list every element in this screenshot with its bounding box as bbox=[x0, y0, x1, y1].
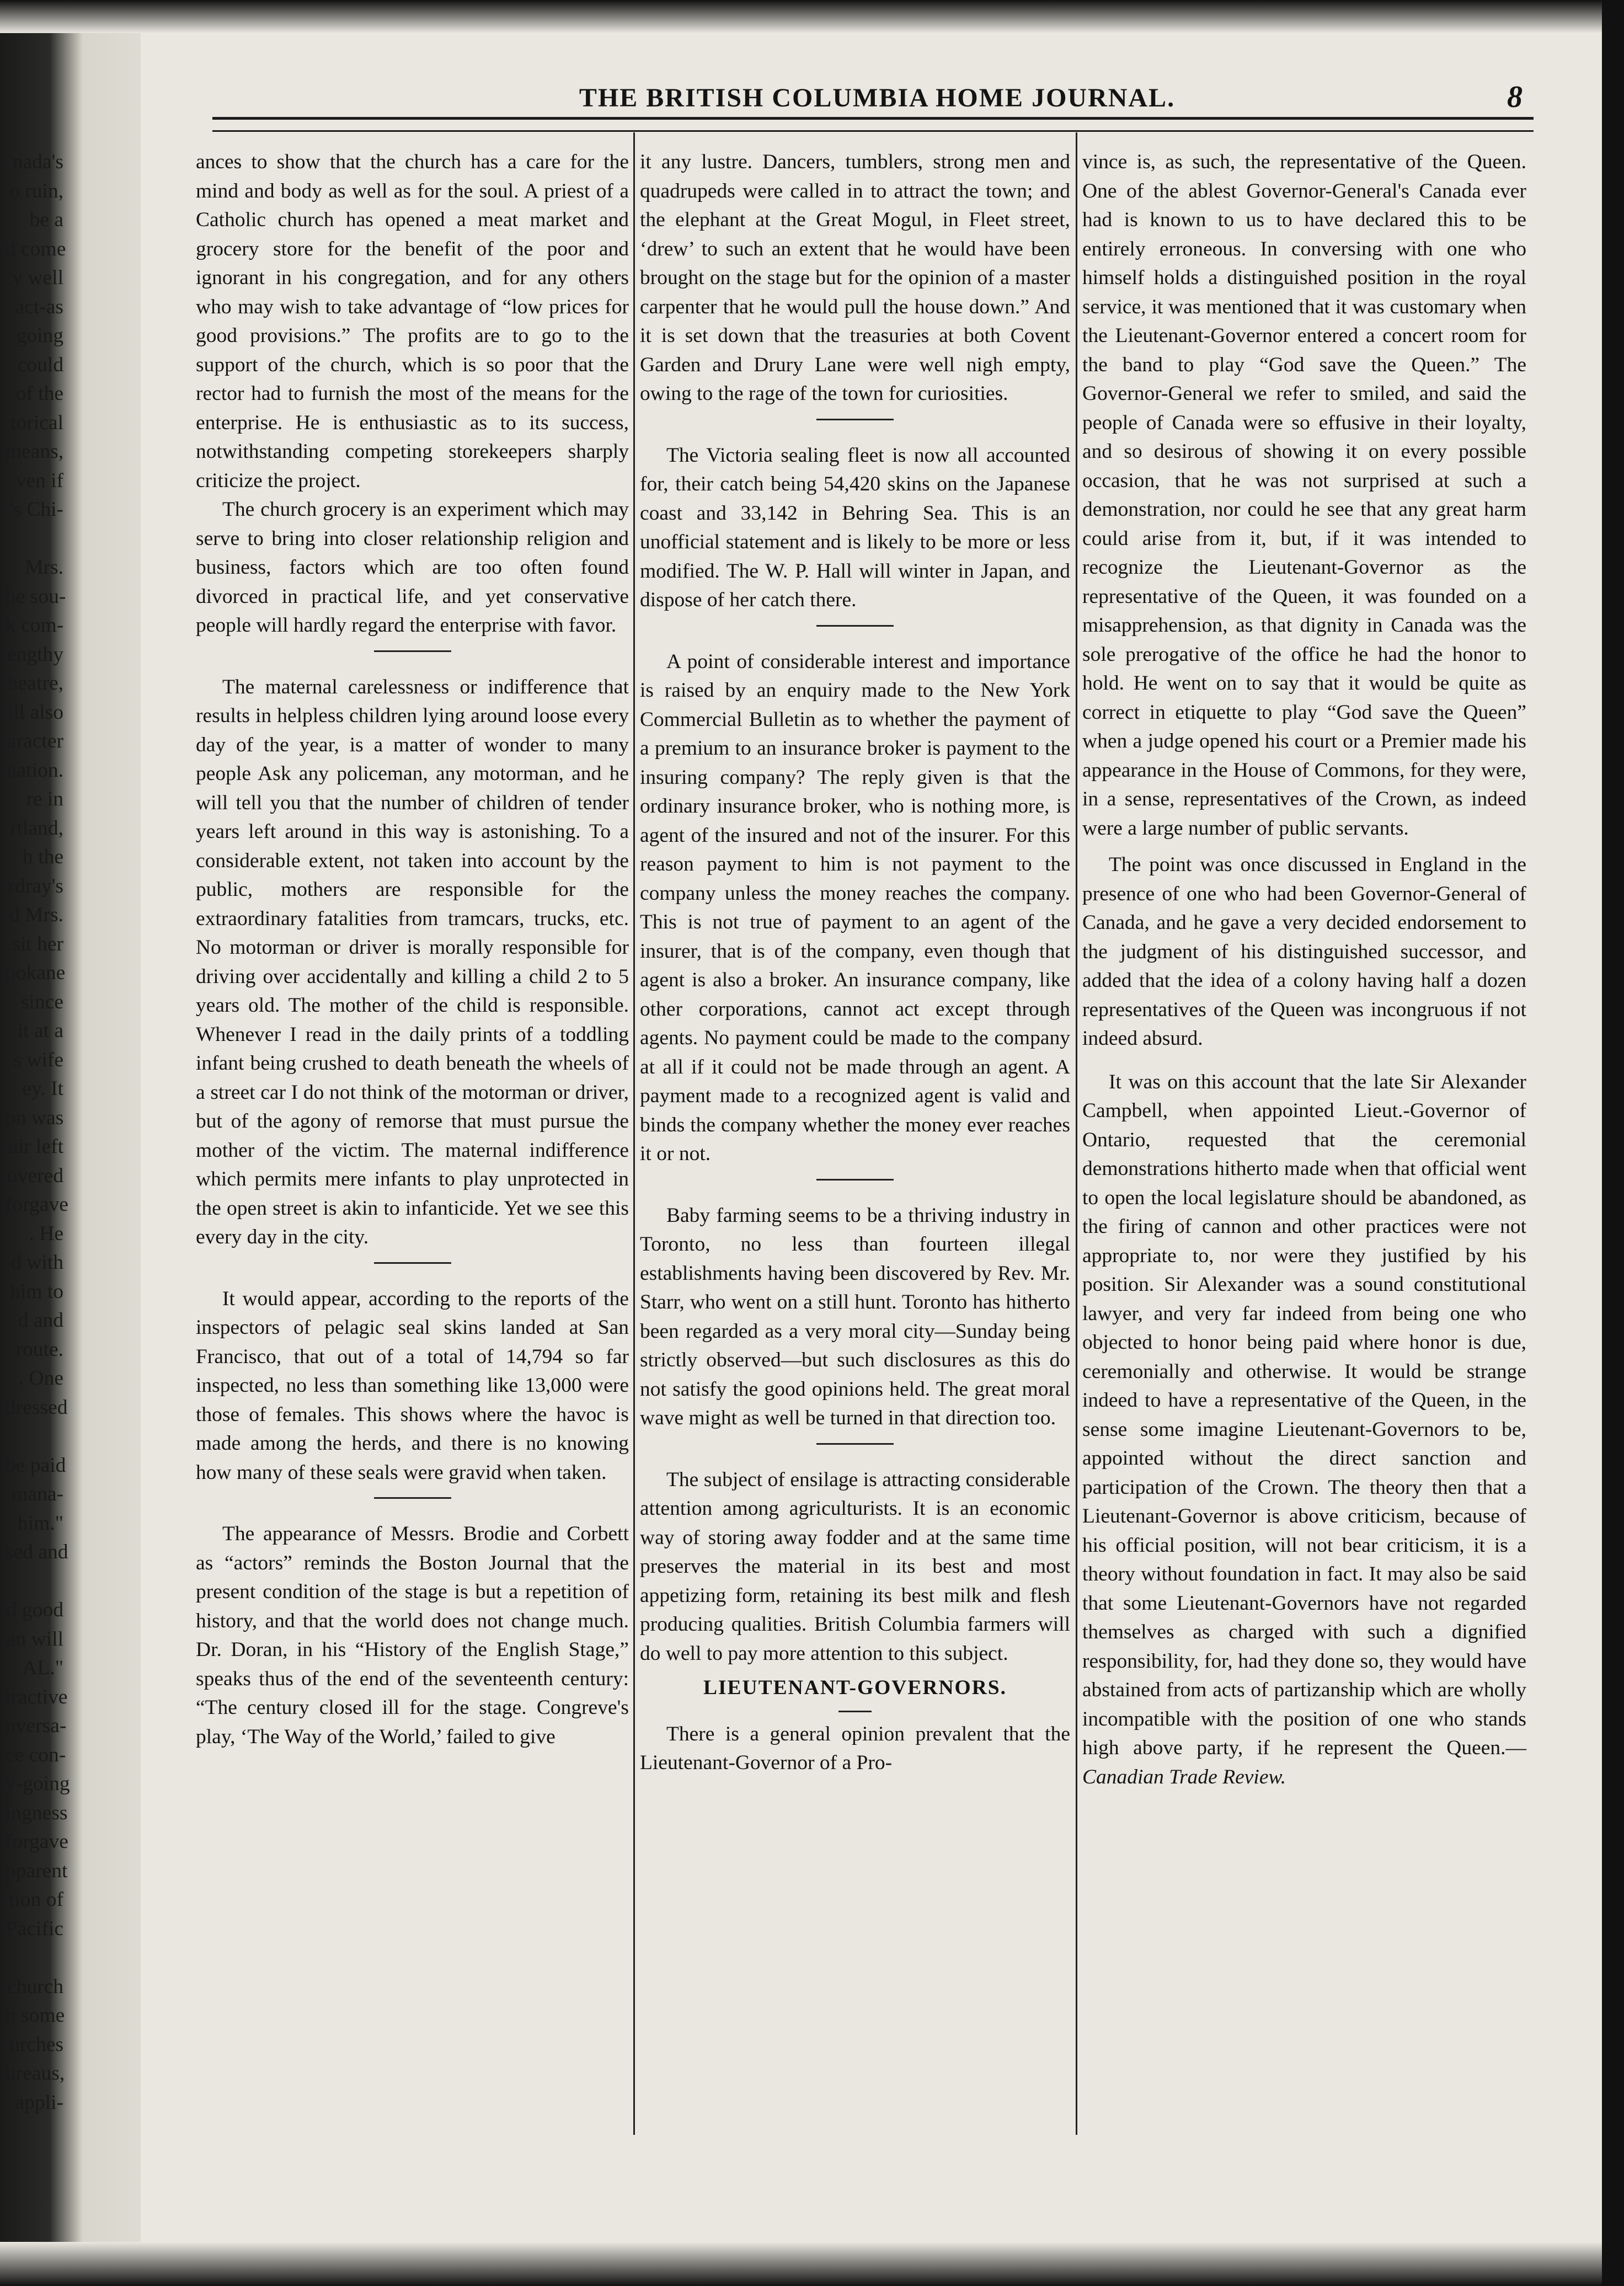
fragment-line: ey. It bbox=[22, 1077, 63, 1100]
article-paragraph bbox=[1082, 1068, 1526, 1792]
fragment-line: means, bbox=[6, 440, 64, 463]
fragment-line: church bbox=[7, 1975, 63, 1998]
column-1 bbox=[196, 148, 629, 1751]
fragment-line: y-going bbox=[6, 1772, 70, 1795]
fragment-line: him to bbox=[10, 1280, 63, 1303]
fragment-line: forgave bbox=[6, 1193, 68, 1216]
fragment-line: re in bbox=[26, 788, 63, 810]
article-paragraph: It would appear, according to the reports of the inspectors of pelagic seal skins landed at San Francisco, that out of a total of 14,794 so far inspected, no less than something like 13,000 were those of females. This shows where the havoc is made among the herds, and there is no knowing how many of these seals were gravid when taken. bbox=[196, 1287, 629, 1484]
adjacent-page-fragment bbox=[6, 148, 70, 2117]
fragment-line: it at a bbox=[17, 1019, 63, 1042]
fragment-line: sit her bbox=[12, 932, 63, 955]
fragment-line: could bbox=[17, 353, 63, 376]
section-separator bbox=[374, 1497, 451, 1499]
scan-bottom-edge bbox=[0, 2242, 1624, 2286]
fragment-line: . He bbox=[29, 1222, 63, 1245]
section-heading: LIEUTENANT-GOVERNORS. bbox=[703, 1676, 1007, 1699]
column-2 bbox=[640, 148, 1070, 1778]
article-paragraph: it any lustre. Dancers, tumblers, strong men and quadrupeds were called in to attract the town; and the elephant at the Great Mogul, in Fleet street, ‘drew’ to such an extent that he would have been brought on the stage but for the opinion of a master carpenter that he would pull the house down.” And it is set down that the treasuries at both Covent Garden and Drury Lane were well nigh empty, owing to the rage of the town for curiosities. bbox=[640, 151, 1070, 405]
fragment-gap bbox=[6, 1943, 63, 1973]
fragment-line: he sou- bbox=[6, 585, 66, 608]
article-paragraph: The point was once discussed in England in the presence of one who had been Governor-General of Canada, and he gave a very decided endorsement to the judgment of his distinguished successor, and added that the idea of a colony having half a dozen representatives of the Queen was incongruous if not indeed absurd. bbox=[1082, 853, 1526, 1050]
fragment-line: on was bbox=[6, 1106, 64, 1129]
fragment-line: ureaus, bbox=[6, 2062, 65, 2085]
fragment-line: d and bbox=[18, 1309, 63, 1332]
fragment-line: d Mrs. bbox=[9, 904, 63, 926]
fragment-line: going bbox=[16, 324, 63, 347]
fragment-line: rtland, bbox=[10, 816, 63, 840]
fragment-line: him." bbox=[17, 1511, 63, 1535]
fragment-line: n some bbox=[6, 2004, 65, 2027]
fragment-line: y well bbox=[12, 266, 63, 289]
fragment-line: o ruin, bbox=[9, 179, 63, 202]
fragment-line: forgave bbox=[6, 1830, 68, 1853]
column-divider bbox=[1076, 132, 1077, 2135]
fragment-line: route. bbox=[15, 1338, 63, 1361]
fragment-gap bbox=[6, 525, 63, 554]
fragment-line: Mrs. bbox=[25, 556, 63, 579]
fragment-line: overed bbox=[7, 1164, 63, 1187]
article-paragraph: The church grocery is an experiment which may serve to bring into closer relationship religion and business, factors which are too often found divorced in practical life, and yet conservative people will hardly regard the enterprise with favor. bbox=[196, 498, 629, 637]
fragment-line: pparent bbox=[6, 1859, 68, 1882]
fragment-line: nada's bbox=[12, 151, 63, 173]
article-paragraph: There is a general opinion prevalent that the Lieutenant-Governor of a Pro- bbox=[640, 1722, 1070, 1774]
fragment-line: an will bbox=[6, 1627, 63, 1651]
page-number: 8 bbox=[1507, 80, 1522, 114]
fragment-line: since bbox=[20, 990, 63, 1013]
article-paragraph: The subject of ensilage is attracting considerable attention among agriculturists. It is an economic way of storing away fodder and at the same time preserves the material in its best and most appetizing form, retaining its best milk and flesh producing qualities. British Columbia farmers will do well to pay more attention to this subject. bbox=[640, 1468, 1070, 1665]
fragment-line: ingness bbox=[6, 1801, 68, 1824]
article-paragraph: Baby farming seems to be a thriving industry in Toronto, no less than fourteen illegal establishments having been discovered by Rev. Mr. Starr, who went on a still hunt. Toronto has hitherto been regarded as a very moral city—Sunday being strictly observed—but such disclosures as this do not satisfy the good opinions held. The great moral wave might as well be turned in that direction too. bbox=[640, 1204, 1070, 1429]
fragment-line: be paid bbox=[6, 1454, 66, 1477]
fragment-line: aracter bbox=[7, 730, 63, 752]
fragment-gap bbox=[6, 1422, 63, 1451]
section-separator bbox=[816, 419, 894, 420]
fragment-line: ven if bbox=[15, 469, 63, 492]
fragment-line: d good bbox=[6, 1599, 63, 1621]
fragment-line: be a bbox=[29, 209, 63, 231]
fragment-line: . One bbox=[18, 1367, 63, 1390]
fragment-line: s wife bbox=[13, 1048, 63, 1071]
heading-rule bbox=[838, 1711, 872, 1712]
scan-right-edge bbox=[1602, 0, 1624, 2286]
fragment-line: ookane bbox=[6, 962, 66, 984]
section-separator bbox=[816, 625, 894, 627]
fragment-line: torical bbox=[10, 411, 63, 434]
article-paragraph: The maternal carelessness or indifference that results in helpless children lying around loose every day of the year, is a matter of wonder to many people Ask any policeman, any motorman, and he will tell you that the number of children of tender years left around in this way is astonishing. To a considerable extent, not taken into account by the public, mothers are responsible for the extraordinary fatalities from tramcars, trucks, etc. No motorman or driver is morally responsible for driving over accidentally and killing a child 2 to 5 years old. The mother of the child is responsible. Whenever I read in the daily prints of a toddling infant being crushed to death beneath the wheels of a street car I do not think of the motorman or driver, but of the agony of remorse that must pursue the mother of the victim. The maternal indifference which permits mere infants to play unprotected in the open street is akin to infanticide. Yet we see this every day in the city. bbox=[196, 675, 629, 1248]
fragment-line: act-as bbox=[15, 295, 63, 318]
masthead-title: THE BRITISH COLUMBIA HOME JOURNAL. bbox=[579, 83, 1176, 113]
fragment-line: tractive bbox=[6, 1685, 68, 1708]
fragment-line: d with bbox=[11, 1251, 63, 1274]
fragment-line: heatre, bbox=[8, 672, 63, 695]
fragment-line: d come bbox=[6, 237, 66, 260]
source-credit: Canadian Trade Review. bbox=[1082, 1765, 1286, 1788]
fragment-line: 's Chi- bbox=[9, 498, 63, 521]
header-rule bbox=[212, 117, 1534, 120]
article-paragraph: The appearance of Messrs. Brodie and Corbett as “actors” reminds the Boston Journal that the present condition of the stage is but a repetition of history, and that the world does not change much. Dr. Doran, in his “History of the English Stage,” speaks thus of the end of the seventeenth century: “The century closed ill for the stage. Congreve's play, ‘The Way of the World,’ failed to give bbox=[196, 1523, 629, 1748]
fragment-line: Pacific bbox=[6, 1917, 63, 1940]
fragment-line: tion of bbox=[9, 1888, 63, 1911]
article-text: It was on this account that the late Sir Alexander Campbell, when appointed Lieut.-Governor of Ontario, requested that the ceremonial demonstrations hitherto made when that official went to open the local legislature should be abandoned, as the firing of cannon and other practices were not appropriate to, nor were they justified by his position. Sir Alexander was a sound constitutional lawyer, and very far indeed from being one who objected to honor being paid where honor is due, ceremonially and otherwise. It would be strange indeed to have a representative of the Queen, in the sense some imagine Lieutenant-Governors to be, appointed without the direct sanction and participation of the Crown. The theory then that a Lieutenant-Governor is above criticism, because of his official position, will not bear criticism, it is a theory without foundation in fact. It may also be said that some Lieutenant-Governors have not regarded themselves as charged with such a dignified responsibility, for, had they done so, they would have abstained from acts of partizanship which are wholly incompatible with the position of one who stands high above party, if he represent the Queen.— bbox=[1082, 1070, 1526, 1759]
fragment-line: ill also bbox=[7, 701, 63, 724]
column-3 bbox=[1082, 148, 1526, 1792]
page-header bbox=[210, 80, 1545, 116]
section-separator bbox=[374, 650, 451, 652]
section-separator bbox=[816, 1179, 894, 1181]
fragment-line: sed and bbox=[6, 1541, 68, 1563]
fragment-line: nation. bbox=[6, 759, 63, 782]
section-separator bbox=[816, 1443, 894, 1445]
article-paragraph: A point of considerable interest and importance is raised by an enquiry made to the New York Commercial Bulletin as to whether the payment of a premium to an insurance broker is payment to the insuring company? The reply given is that the ordinary insurance broker, who is nothing more, is agent of the insured and not of the insurer. For this reason payment to him is not payment to the company unless the money reaches the company. This is not true of payment to an agent of the insurer, that is of the company, even though that agent is also a broker. An insurance company, like other corporations, cannot act except through agents. No payment could be made to the company at all if it could not be made through an agent. A payment made to a recognized agent is valid and binds the company whether the money ever reaches it or not. bbox=[640, 650, 1070, 1165]
scan-top-edge bbox=[0, 0, 1624, 33]
fragment-line: h the bbox=[23, 846, 63, 868]
section-separator bbox=[374, 1262, 451, 1264]
fragment-line: mana- bbox=[12, 1483, 63, 1505]
fragment-line: nversa- bbox=[6, 1714, 67, 1737]
article-paragraph: ances to show that the church has a care for the mind and body as well as for the soul. A priest of a Catholic church has opened a meat market and grocery store for the benefit of the poor and ignorant in his congregation, and for any others who may wish to take advantage of “low prices for good provisions.” The profits are to go to the support of the church, which is so poor that the rector had to furnish the most of the means for the enterprise. He is enthusiastic as to its success, notwithstanding competing storekeepers sharply criticize the project. bbox=[196, 151, 629, 492]
fragment-line: air left bbox=[9, 1135, 63, 1158]
column-divider bbox=[633, 132, 635, 2135]
header-rule-secondary bbox=[212, 130, 1534, 132]
fragment-line: k com- bbox=[6, 614, 64, 637]
article-paragraph: The Victoria sealing fleet is now all accounted for, their catch being 54,420 skins on the Japanese coast and 33,142 in Behring Sea. This is an unofficial statement and is likely to be more or less modified. The W. P. Hall will winter in Japan, and dispose of her catch there. bbox=[640, 444, 1070, 611]
fragment-gap bbox=[6, 1567, 63, 1596]
fragment-line: urches bbox=[9, 2033, 63, 2056]
article-paragraph: vince is, as such, the representative of the Queen. One of the ablest Governor-General's Canada ever had is known to us to have declared this to be entirely erroneous. In conversing with one who himself holds a distinguished position in the royal service, it was mentioned that it was customary when the Lieutenant-Governor entered a concert room for the band to play “God save the Queen.” The Governor-General we refer to smiled, and said the people of Canada were so effusive in their loyalty, and so desirous of showing it on every possible occasion, that he was not surprised at such a demonstration, nor could he see that any great harm could arise from it, but, if it was intended to recognize the Lieutenant-Governor as the representative of the Queen, it was founded on a misapprehension, as that dignity in Canada was the sole prerogative of the office he had the honor to hold. He went on to say that it would be quite as correct in etiquette to play “God save the Queen” when a judge opened his court or a Premier made his appearance in the House of Commons, for they were, in a sense, representatives of the Crown, as indeed were a large number of public servants. bbox=[1082, 151, 1526, 840]
fragment-line: of the bbox=[15, 382, 63, 405]
fragment-line: engthy bbox=[7, 643, 63, 666]
fragment-line: appli- bbox=[15, 2091, 63, 2114]
fragment-line: rdray's bbox=[8, 874, 63, 898]
fragment-line: dressed bbox=[6, 1396, 68, 1419]
fragment-line: AL." bbox=[22, 1657, 63, 1679]
fragment-line: ce con- bbox=[6, 1743, 66, 1766]
